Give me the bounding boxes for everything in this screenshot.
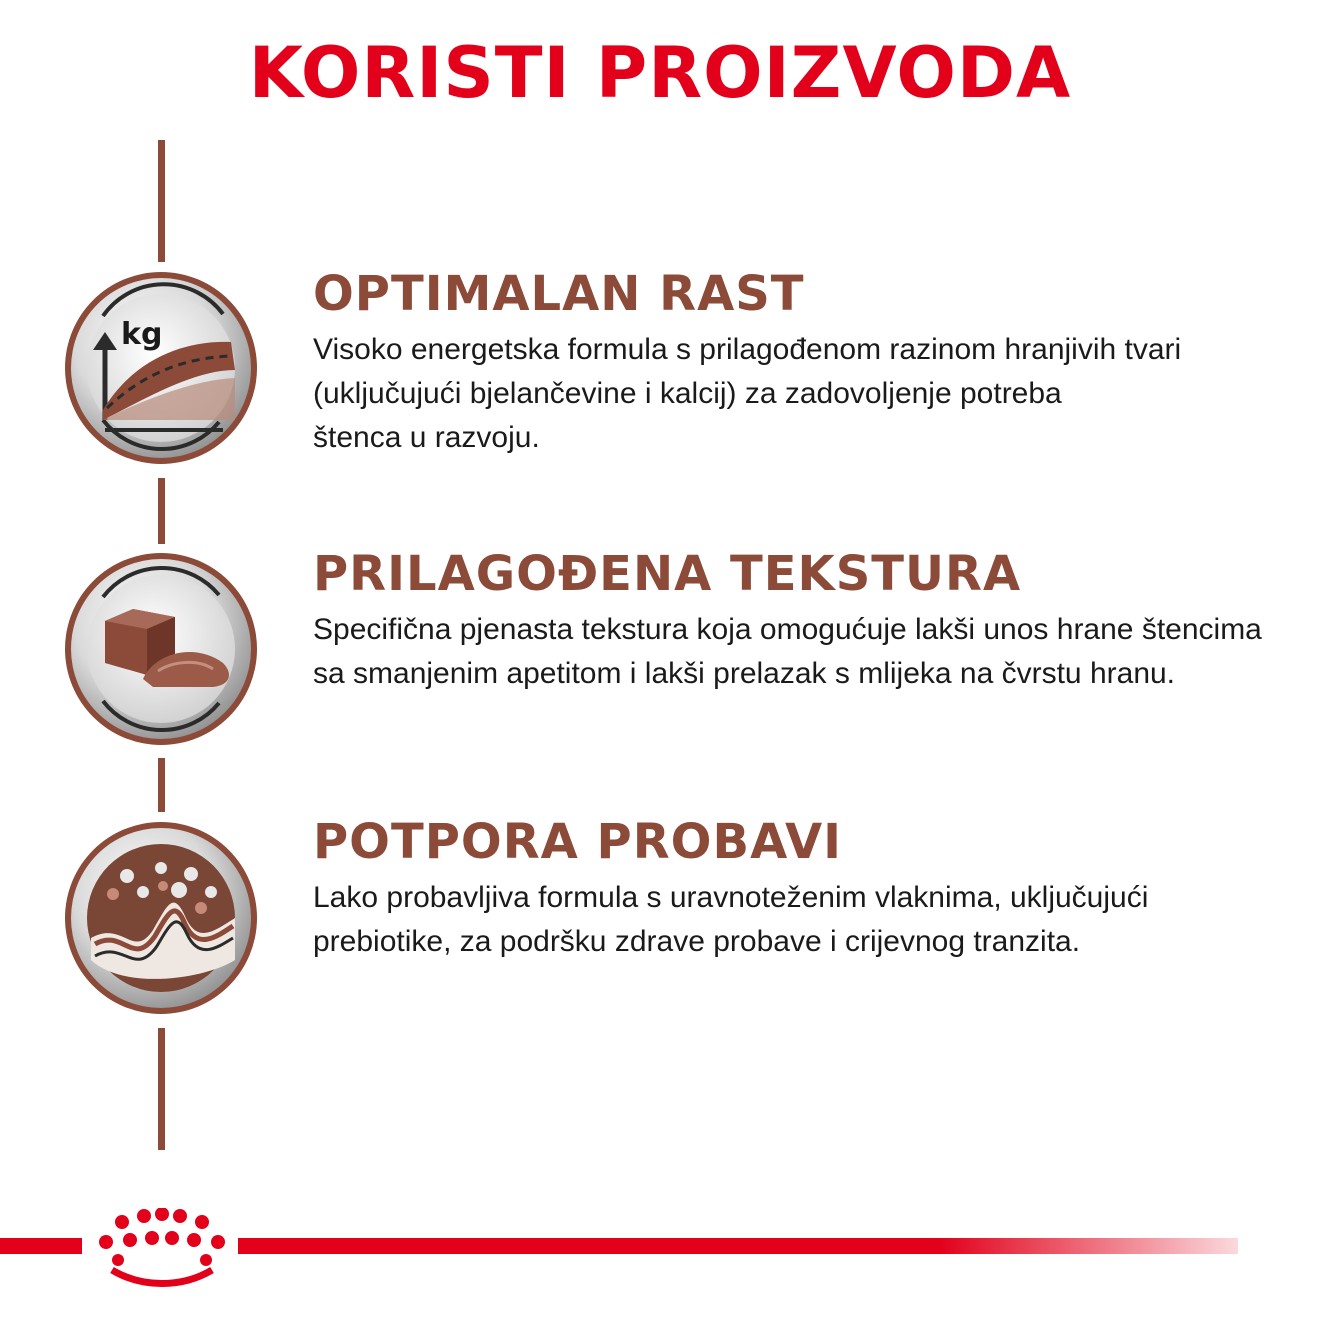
benefit-optimal-growth: [313, 266, 1303, 460]
page-title: KORISTI PROIZVODA: [248, 32, 1072, 114]
description-line: Specifična pjenasta tekstura koja omogućuje lakši unos hrane štencima: [313, 613, 1262, 646]
description-line: prebiotike, za podršku zdrave probave i crijevnog tranzita.: [313, 925, 1081, 958]
benefit-heading: POTPORA PROBAVI: [313, 814, 842, 870]
digestion-icon: [63, 820, 259, 1016]
benefit-digestive-support: [313, 814, 1303, 964]
timeline-segment: [158, 758, 165, 812]
description-line: Lako probavljiva formula s uravnoteženim vlaknima, uključujući: [313, 881, 1149, 914]
description-line: sa smanjenim apetitom i lakši prelazak s mlijeka na čvrstu hranu.: [313, 657, 1176, 690]
benefit-adapted-texture: [313, 546, 1303, 696]
description-line: Visoko energetska formula s prilagođenom razinom hranjivih tvari: [313, 333, 1182, 366]
description-line: štenca u razvoju.: [313, 421, 540, 454]
benefit-description: [313, 328, 1303, 460]
kg-label: kg: [121, 317, 163, 352]
description-line: (uključujući bjelančevine i kalcij) za zadovoljenje potreba: [313, 377, 1062, 410]
timeline-segment: [158, 140, 165, 262]
timeline-segment: [158, 1028, 165, 1150]
texture-food-icon: [63, 551, 259, 747]
weight-growth-icon: [63, 270, 259, 466]
benefit-heading: OPTIMALAN RAST: [313, 266, 805, 322]
benefit-description: [313, 608, 1303, 696]
royal-crown-logo: [92, 1208, 232, 1290]
benefit-heading: PRILAGOĐENA TEKSTURA: [313, 546, 1022, 602]
footer-divider: [238, 1238, 1238, 1254]
timeline-segment: [158, 478, 165, 544]
footer-divider: [0, 1238, 82, 1254]
benefit-description: [313, 876, 1303, 964]
